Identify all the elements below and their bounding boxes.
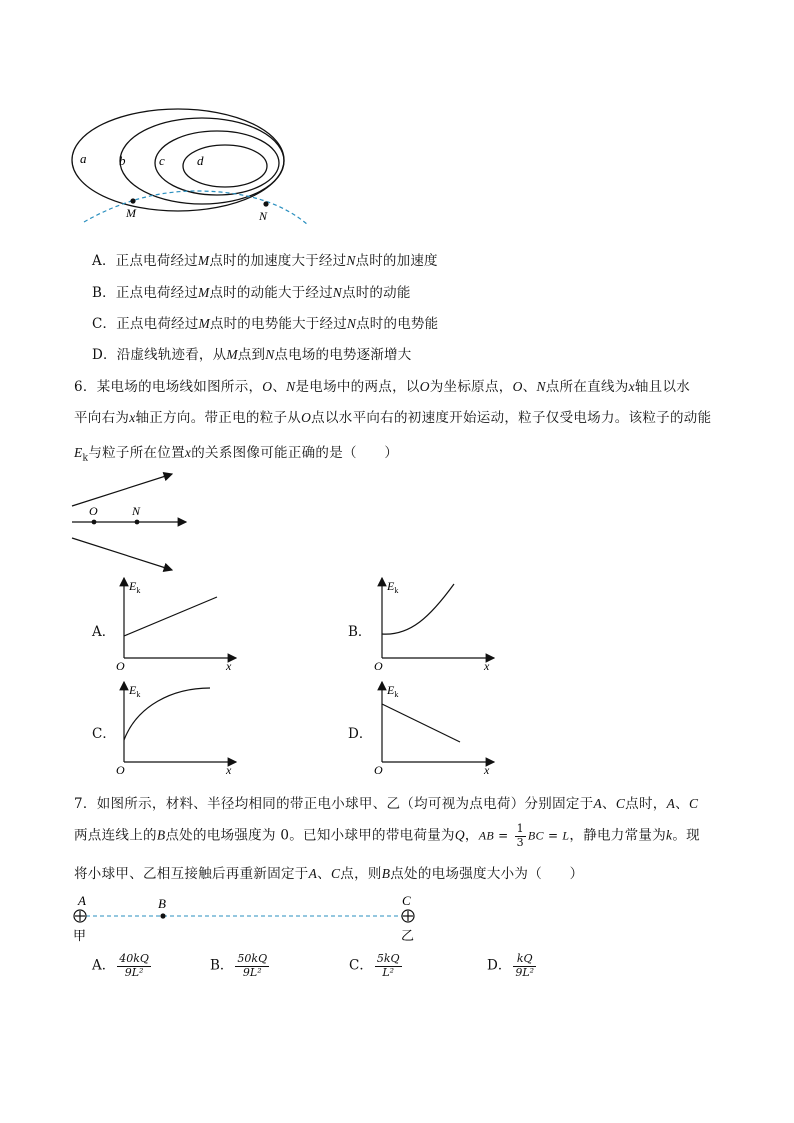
graph-d-ylabel: $E_k$ [387, 683, 399, 699]
trajectory-dashed-curve [84, 191, 308, 225]
option-text: 正点电荷经过 [115, 253, 198, 269]
graph-d-origin: O [374, 763, 383, 776]
graph-a-curve [124, 597, 217, 636]
answer-fraction: $\frac{50kQ}{\text{9L²}}$ [237, 952, 268, 979]
var-n: N [332, 285, 343, 300]
label-m: M [126, 206, 136, 220]
q6-graph-d[interactable] [370, 676, 500, 776]
q5-option-d[interactable] [92, 343, 411, 363]
q6-option-c-letter[interactable]: C． [92, 726, 116, 742]
label-yi: 乙 [401, 928, 415, 943]
label-d: d [197, 153, 204, 168]
option-text: 正点电荷经过 [115, 285, 199, 301]
graph-a-origin: O [116, 659, 125, 672]
equipotential-figure [70, 95, 320, 230]
label-o: O [89, 504, 98, 518]
option-text: 点时的加速度 [355, 253, 438, 269]
option-letter: D． [487, 957, 512, 974]
q6-graph-b[interactable] [370, 572, 500, 672]
graph-a-ylabel: $E_k$ [129, 579, 141, 595]
charges-figure [68, 892, 428, 944]
point-b [160, 913, 165, 918]
option-text: 点时的电势能 [356, 316, 439, 332]
var-n: N [265, 347, 275, 362]
label-b: B [158, 896, 166, 911]
option-letter: A． [92, 253, 116, 269]
option-text: 点到 [237, 347, 266, 363]
fraction-one-third: $\frac{1}{3}$ [516, 822, 524, 849]
option-text: 正点电荷经过 [116, 316, 199, 332]
option-text: 沿虚线轨迹看，从 [116, 347, 227, 363]
q5-option-a[interactable] [92, 249, 438, 269]
option-text: 点时的动能大于经过 [209, 285, 333, 301]
q6-option-b-letter[interactable]: B． [348, 624, 372, 640]
label-jia: 甲 [73, 928, 87, 943]
graph-c-ylabel: $E_k$ [129, 683, 141, 699]
equipotential-line-c [155, 131, 279, 195]
q7-stem-line-3: 将小球甲、乙相互接触后再重新固定于A、C点，则B点处的电场强度大小为（ ） [74, 866, 584, 882]
q6-stem-line-2: 平向右为x轴正方向。带正电的粒子从O点以水平向右的初速度开始运动，粒子仅受电场力。该粒子的动能 [74, 410, 712, 426]
var-m: M [198, 285, 210, 300]
q6-stem-line-1: 6．某电场的电场线如图所示，O、N是电场中的两点，以O为坐标原点，O、N点所在直线为x轴且以水 [74, 379, 691, 395]
label-c: C [402, 893, 411, 908]
q7-stem-line-1: 7．如图所示，材料、半径均相同的带正电小球甲、乙（均可视为点电荷）分别固定于A、C点时，A、C [74, 796, 699, 812]
option-text: 点时的动能 [342, 285, 411, 301]
label-n: N [132, 504, 141, 518]
field-lines-figure [68, 468, 193, 573]
graph-b-origin: O [374, 659, 383, 672]
label-c: c [159, 153, 165, 168]
q6-graph-c[interactable] [112, 676, 242, 776]
graph-b-xlabel: x [484, 659, 490, 672]
var-m: M [197, 253, 210, 268]
var-n: N [346, 253, 356, 268]
var-n: N [346, 316, 357, 331]
q6-option-d-letter[interactable]: D． [348, 726, 373, 742]
graph-d-curve [382, 704, 460, 742]
q6-stem-line-3: $E_k$与粒子所在位置x的关系图像可能正确的是（ ） [74, 445, 399, 464]
option-letter: D． [92, 347, 117, 363]
graph-a-xlabel: x [226, 659, 232, 672]
q6-graph-a[interactable] [112, 572, 242, 672]
graph-c-xlabel: x [226, 763, 232, 776]
answer-fraction: $\frac{5kQ}{\text{L²}}$ [376, 952, 400, 979]
var-m: M [226, 347, 238, 362]
graph-d-xlabel: x [484, 763, 490, 776]
graph-b-ylabel: $E_k$ [387, 579, 399, 595]
option-letter: C． [92, 316, 117, 332]
label-n: N [259, 209, 268, 223]
point-m [130, 198, 135, 203]
graph-c-origin: O [116, 763, 125, 776]
field-line-lower [72, 538, 172, 570]
field-line-upper [72, 474, 172, 506]
point-n [263, 201, 268, 206]
option-text: 点电场的电势逐渐增大 [274, 347, 412, 363]
option-letter: B． [210, 957, 234, 974]
option-text: 点时的加速度大于经过 [209, 253, 347, 269]
answer-fraction: $\frac{kQ}{\text{9L²}}$ [515, 952, 535, 979]
option-letter: B． [92, 285, 116, 301]
q7-stem-line-2: 两点连线上的B点处的电场强度为 0。已知小球甲的带电荷量为Q，AB = $\frac{1}{3}$ BC = L，静电力常量为k。现 [74, 822, 700, 849]
label-a: A [78, 893, 86, 908]
var-m: M [198, 316, 210, 331]
point-n [135, 520, 140, 525]
q5-option-c[interactable] [92, 312, 438, 332]
q7-option-d[interactable] [487, 953, 538, 979]
option-text: 点时的电势能大于经过 [209, 316, 347, 332]
q5-option-b[interactable] [92, 281, 411, 301]
option-letter: C． [349, 957, 373, 974]
q7-option-c[interactable] [349, 953, 404, 979]
answer-fraction: $\frac{40kQ}{\text{9L²}}$ [119, 952, 149, 979]
q7-option-b[interactable] [210, 953, 271, 979]
q6-option-a-letter[interactable]: A． [92, 624, 116, 640]
option-letter: A． [92, 957, 116, 974]
label-a: a [80, 151, 87, 166]
label-b: b [119, 153, 126, 168]
q7-option-a[interactable] [92, 953, 153, 979]
point-o [92, 520, 97, 525]
equipotential-line-d [183, 145, 267, 187]
